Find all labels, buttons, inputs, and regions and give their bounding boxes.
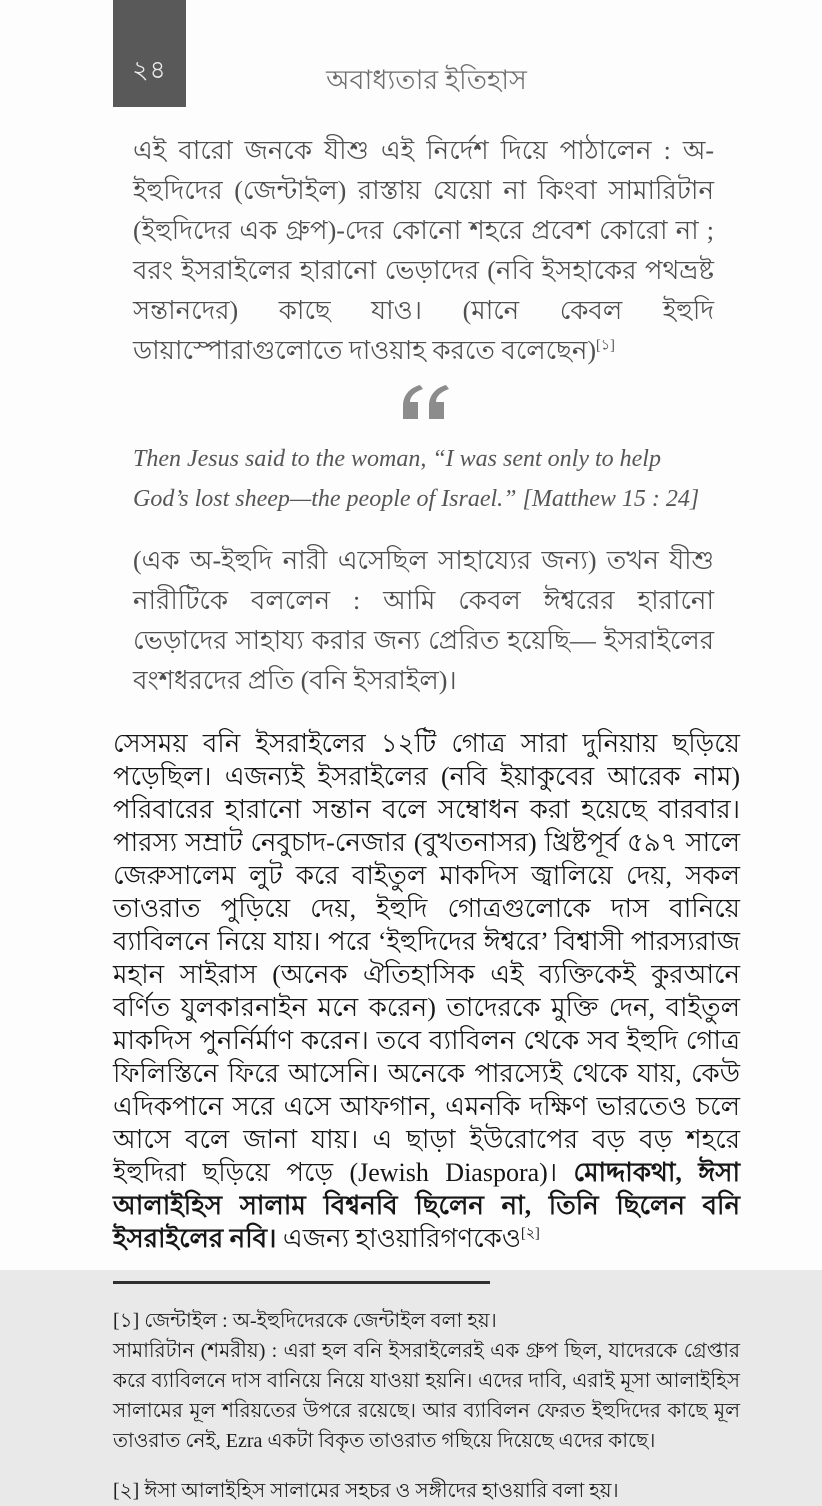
bengali-translation: (এক অ-ইহুদি নারী এসেছিল সাহায্যের জন্য) তখন যীশু নারীটিকে বললেন : আমি কেবল ঈশ্বরের হারানো ভেড়াদের সাহায্য করার জন্য প্রেরিত হয়েছি— ইসরাইলের বংশধরদের প্রতি (বনি ইসরাইল)। [133, 546, 714, 695]
footnote-ref-2: [২] [521, 1225, 540, 1242]
body-text-bold: মোদ্দাকথা, ঈসা আলাইহিস সালাম বিশ্বনবি ছিলেন না, তিনি ছিলেন বনি ইসরাইলের নবি। [113, 1158, 740, 1253]
english-quote: Then Jesus said to the woman, “I was sent only to help God’s lost sheep—the people of Israel.” [Matthew 15 : 24] [133, 446, 700, 512]
page-title: অবাধ্যতার ইতিহাস [326, 65, 527, 95]
footnotes-section [113, 1306, 740, 1506]
footnote-ref-1: [১] [596, 337, 615, 354]
bengali-quote-paragraph [133, 131, 714, 371]
footnote-divider [113, 1281, 490, 1284]
page-content [113, 107, 740, 1506]
double-quote-icon [113, 385, 740, 425]
footnote-1-title: [১] জেন্টাইল : অ-ইহুদিদেরকে জেন্টাইল বলা হয়। [113, 1310, 497, 1332]
body-text-regular-2: এজন্য হাওয়ারিগণকেও [276, 1224, 521, 1253]
bengali-quote-text: এই বারো জনকে যীশু এই নির্দেশ দিয়ে পাঠালেন : অ-ইহুদিদের (জেন্টাইল) রাস্তায় যেয়ো না কিংবা সামারিটান (ইহুদিদের এক গ্রুপ)-দের কোনো শহরে প্রবেশ কোরো না ; বরং ইসরাইলের হারানো ভেড়াদের (নবি ইসহাকের পথভ্রষ্ট সন্তানদের) কাছে যাও। (মানে কেবল ইহুদি ডায়াস্পোরাগুলোতে দাওয়াহ করতে বলেছেন) [133, 136, 714, 365]
body-paragraph [113, 727, 740, 1255]
page-number: ২৪ [132, 57, 167, 84]
footnote-2: [২] ঈসা আলাইহিস সালামের সহচর ও সঙ্গীদের হাওয়ারি বলা হয়। [113, 1480, 619, 1502]
body-text-regular-1: সেসময় বনি ইসরাইলের ১২টি গোত্র সারা দুনিয়ায় ছড়িয়ে পড়েছিল। এজন্যই ইসরাইলের (নবি ইয়াকুবের আরেক নাম) পরিবারের হারানো সন্তান বলে সম্বোধন করা হয়েছে বারবার। পারস্য সম্রাট নেবুচাদ-নেজার (বুখতনাসর) খ্রিষ্টপূর্ব ৫৯৭ সালে জেরুসালেম লুট করে বাইতুল মাকদিস জ্বালিয়ে দেয়, সকল তাওরাত পুড়িয়ে দেয়, ইহুদি গোত্রগুলোকে দাস বানিয়ে ব্যাবিলনে নিয়ে যায়। পরে ‘ইহুদিদের ঈশ্বরে’ বিশ্বাসী পারস্যরাজ মহান সাইরাস (অনেক ঐতিহাসিক এই ব্যক্তিকেই কুরআনে বর্ণিত যুলকারনাইন মনে করেন) তাদেরকে মুক্তি দেন, বাইতুল মাকদিস পুনর্নির্মাণ করেন। তবে ব্যাবিলন থেকে সব ইহুদি গোত্র ফিলিস্তিনে ফিরে আসেনি। অনেকে পারস্যেই থেকে যায়, কেউ এদিকপানে সরে এসে আফগান, এমনকি দক্ষিণ ভারতেও চলে আসে বলে জানা যায়। এ ছাড়া ইউরোপের বড় বড় শহরে ইহুদিরা ছড়িয়ে পড়ে (Jewish Diaspora)। [113, 729, 740, 1187]
footnote-1-body: সামারিটান (শমরীয়) : এরা হল বনি ইসরাইলেরই এক গ্রুপ ছিল, যাদেরকে গ্রেপ্তার করে ব্যাবিলনে দাস বানিয়ে নিয়ে যাওয়া হয়নি। এদের দাবি, এরাই মূসা আলাইহিস সালামের মূল শরিয়তের উপরে রয়েছে। আর ব্যাবিলন ফেরত ইহুদিদের কাছে মূল তাওরাত নেই, Ezra একটা বিকৃত তাওরাত গছিয়ে দিয়েছে এদের কাছে। [113, 1340, 740, 1452]
